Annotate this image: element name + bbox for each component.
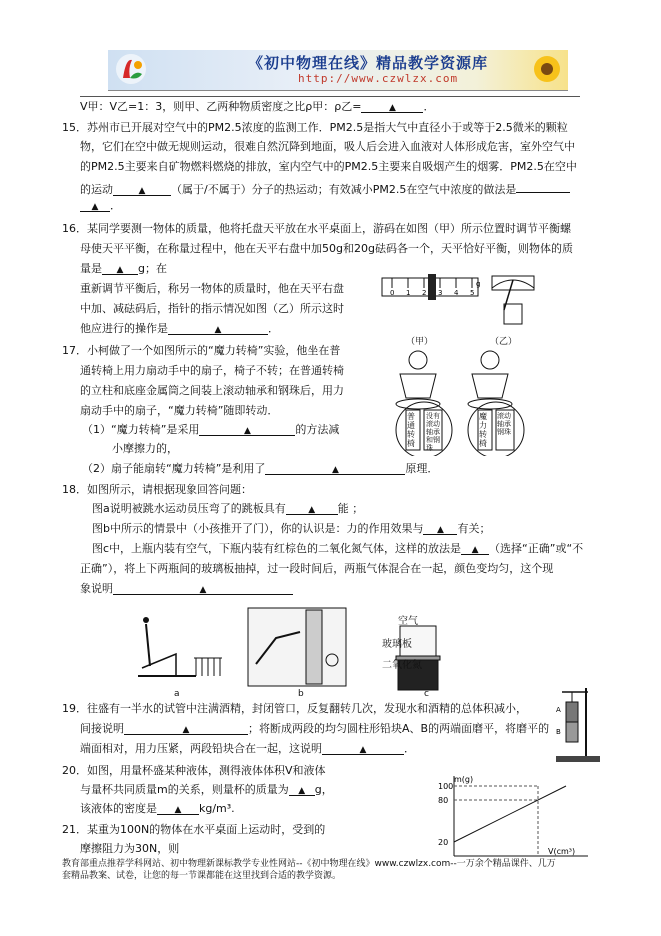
answer-blank[interactable]: ▲ <box>157 802 199 815</box>
q20-line-2: 与量杯共同质量m的关系，则量杯的质量为 ▲ g， <box>80 783 333 796</box>
q21-line-1: 21．某重为100N的物体在水平桌面上运动时，受到的 <box>62 823 326 836</box>
q18-line-5: 正确”），将上下两瓶间的玻璃板抽掉，过一段时间后，两瓶气体混合在一起，颜色变均匀，这个现 <box>80 562 554 575</box>
banner-title: 《初中物理在线》精品教学资源库 <box>248 54 489 72</box>
scale-tick-label: 0 <box>390 289 395 297</box>
q16-line-2: 母使天平平衡，在称量过程中，他在天平右盘中加50g和20g砝码各一个，天平恰好平衡，则物体的质 <box>80 242 573 255</box>
chair-label-no-bearing: 没有滚动轴承和钢珠 <box>426 412 440 452</box>
site-logo-icon <box>114 52 148 86</box>
q20-line-1: 20．如图，用量杯盛某种液体，测得液体体积V和液体 <box>62 764 326 777</box>
chart-y-label: m(g) <box>454 775 474 784</box>
scale-tick-label: 5 <box>470 289 475 297</box>
label-glass: 玻璃板 <box>382 639 412 650</box>
answer-blank[interactable]: ▲ <box>102 262 138 275</box>
scale-tick-label: 3 <box>438 289 443 297</box>
q16-line-3: 量是 ▲ g；在 <box>80 262 167 275</box>
figure-caption-jia: （甲） <box>406 337 434 347</box>
fig18-caption-a: a <box>174 689 180 699</box>
lead-block-stand-figure <box>552 686 602 764</box>
answer-blank[interactable]: ▲ <box>199 423 295 436</box>
answer-blank[interactable]: ▲ <box>423 522 457 535</box>
banner-url[interactable]: http://www.czwlzx.com <box>298 72 459 85</box>
q16-line-5: 中加、减砝码后，指针的指示情况如图（乙）所示这时 <box>80 302 344 315</box>
q18-line-4: 图c中，上瓶内装有空气，下瓶内装有红棕色的二氧化氮气体，这样的放法是 ▲ （选择“正确”或“不 <box>92 542 584 555</box>
lead-label-a: A <box>556 706 561 714</box>
q17-sub1: （1）“魔力转椅”是采用 ▲ 的方法减 <box>82 423 340 436</box>
fig18-caption-b: b <box>298 689 304 699</box>
answer-blank[interactable]: ▲ <box>168 322 268 335</box>
chart-y-tick-label: 20 <box>438 838 449 847</box>
chart-y-tick-label: 100 <box>438 782 454 791</box>
answer-blank[interactable]: ▲ <box>113 183 171 196</box>
q14-line: V甲：V乙=1：3，则甲、乙两种物质密度之比ρ甲：ρ乙= ▲ ． <box>80 100 435 113</box>
q15-line-5: ▲ ． <box>80 199 121 212</box>
q21-line-2: 摩擦阻力为30N，则 <box>80 842 180 855</box>
q18-line-3: 图b中所示的情景中（小孩推开了门），你的认识是：力的作用效果与 ▲ 有关； <box>92 522 491 535</box>
lead-label-b: B <box>556 728 561 736</box>
chart-series-line <box>454 786 566 842</box>
q14-text: V甲：V乙=1：3，则甲、乙两种物质密度之比ρ甲：ρ乙= <box>80 100 362 113</box>
q15-line-4: 的运动 ▲ （属于/不属于）分子的热运动；有效减小PM2.5在空气中浓度的做法是 <box>80 180 570 196</box>
q18-line-2: 图a说明被跳水运动员压弯了的跳板具有 ▲ 能 ； <box>92 502 364 515</box>
header-divider <box>80 96 580 97</box>
q15-line-2: 物，它们在空中做无规则运动，很难自然沉降到地面，吸人后会进入血液对人体形成危害，室外空气中 <box>80 140 575 153</box>
answer-blank[interactable]: ▲ <box>286 502 338 515</box>
chair-label-magic: 魔力转椅 <box>479 412 487 448</box>
q18-line-6: 象说明 ▲ <box>80 582 293 595</box>
q17-line-2: 通转椅上用力扇动手中的扇子，椅子不转；在普通转椅 <box>80 364 344 377</box>
scale-tick-label: 1 <box>406 289 411 297</box>
q20-line-3: 该液体的密度是 ▲ kg/m³. <box>80 802 235 815</box>
answer-blank[interactable]: ▲ <box>461 542 489 555</box>
sunflower-icon <box>532 54 562 84</box>
q16-line-1: 16．某同学要测一物体的质量，他将托盘天平放在水平桌面上，游码在如图（甲）所示位置时调节平衡螺 <box>62 222 571 235</box>
q17-sub1-cont: 小摩擦力的， <box>112 442 178 455</box>
scale-unit: g <box>476 280 481 288</box>
answer-blank[interactable]: ▲ <box>322 742 404 755</box>
q16-line-6: 他应进行的操作是 ▲ ． <box>80 322 279 335</box>
balance-scale-figure <box>380 268 550 328</box>
q17-sub2: （2）扇子能扇转“魔力转椅”是利用了 ▲ 原理． <box>82 462 439 475</box>
answer-blank[interactable] <box>516 180 570 193</box>
chart-x-label: V(cm³) <box>548 847 576 856</box>
fig18-caption-c: c <box>424 689 429 699</box>
q17-line-1: 17．小柯做了一个如图所示的“魔力转椅”实验，他坐在普 <box>62 344 341 357</box>
answer-blank[interactable]: ▲ <box>265 462 405 475</box>
figure-caption-yi: （乙） <box>490 337 518 347</box>
answer-blank[interactable]: ▲ <box>113 582 293 595</box>
q16-line-4: 重新调节平衡后，称另一物体的质量时，他在天平右盘 <box>80 282 344 295</box>
q19-line-2: 间接说明 ▲ ；将断成两段的均匀圆柱形铅块A、B的两端面磨平，将磨平的 <box>80 722 550 735</box>
q19-line-3: 端面相对，用力压紧，两段铅块合在一起，这说明 ▲ ． <box>80 742 415 755</box>
chair-label-normal: 普通转椅 <box>407 412 415 448</box>
q17-line-3: 的立柱和底座金属筒之间装上滚动轴承和钢珠后，用力 <box>80 384 344 397</box>
chart-y-tick-label: 80 <box>438 796 449 805</box>
answer-blank[interactable]: ▲ <box>124 722 248 735</box>
answer-blank[interactable]: ▲ <box>289 783 315 796</box>
q15-line-1: 15．苏州市已开展对空气中的PM2.5浓度的监测工作．PM2.5是指大气中直径小于或等于2.5微米的颗粒 <box>62 121 568 134</box>
scale-tick-label: 4 <box>454 289 459 297</box>
label-no2: 二氧化氮 <box>382 660 422 671</box>
chair-label-bearing: 滚动轴承钢珠 <box>497 412 511 436</box>
mass-volume-chart <box>424 772 594 862</box>
q15-line-3: 的PM2.5主要来自矿物燃料燃烧的排放，室内空气中的PM2.5主要来自吸烟产生的烟雾．PM2.5在空中 <box>80 160 577 173</box>
footer-line-1: 教育部重点推荐学科网站、初中物理新课标教学专业性网站--《初中物理在线》www.czwlzx.com--一万余个精品课件、几万 <box>62 859 556 869</box>
header-banner <box>108 50 568 91</box>
answer-blank[interactable]: ▲ <box>80 199 110 212</box>
answer-blank[interactable]: ▲ <box>361 100 423 113</box>
scale-tick-label: 2 <box>422 289 427 297</box>
q17-line-4: 扇动手中的扇子，“魔力转椅”随即转动． <box>80 404 279 417</box>
footer-line-2: 套精品教案、试卷，让您的每一节课都能在这里找到合适的教学资源。 <box>62 871 342 881</box>
q18-line-1: 18．如图所示，请根据现象回答问题： <box>62 483 252 496</box>
q19-line-1: 19．往盛有一半水的试管中注满酒精，封闭管口，反复翻转几次，发现水和酒精的总体积减小， <box>62 702 527 715</box>
label-air: 空气 <box>398 616 418 627</box>
